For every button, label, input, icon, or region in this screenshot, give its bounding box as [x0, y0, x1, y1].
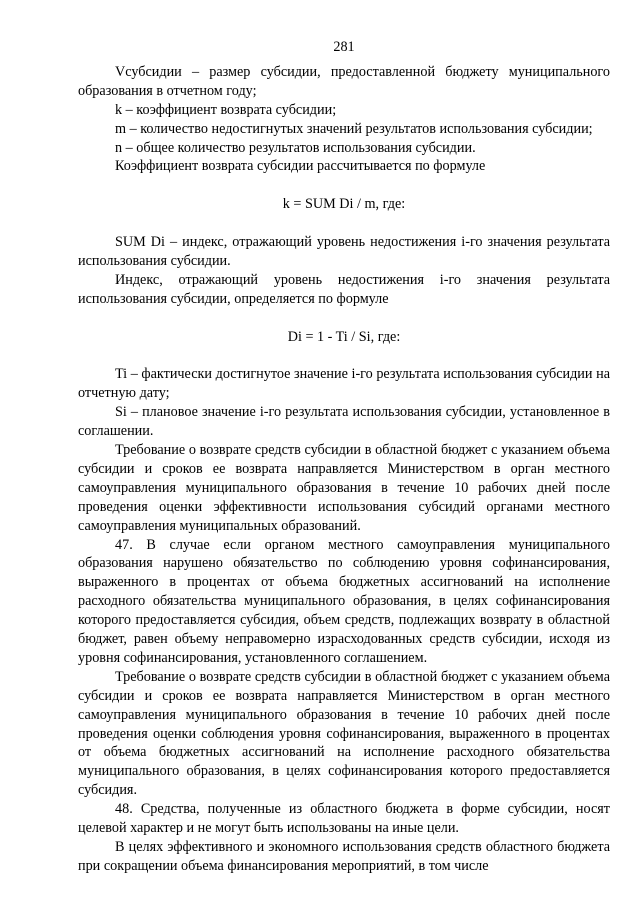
spacer [78, 176, 610, 195]
page-number: 281 [333, 39, 355, 55]
definition-n: n – общее количество результатов использования субсидии. [115, 139, 476, 156]
definition-ti: Ti – фактически достигнутое значение i-го результата использования субсидии на отчетную дату; [78, 366, 610, 402]
paragraph-47: 47. В случае если органом местного самоуправления муниципального образования нарушено обязательство по соблюдению уровня софинансирования, выраженного в процентах от объема бюджетных ассигнований на исполнение расходного обязательства муниципального образования, в целях софинансирования которого предоставляется субсидия, объем средств, подлежащих возврату в областной бюджет, равен объему неправомерно израсходованных средств субсидии, исходя из уровня софинансирования, установленного соглашением. [78, 536, 610, 666]
formula-di: Di = 1 - Ti / Si, где: [287, 328, 401, 345]
paragraph-efficiency: В целях эффективного и экономного использования средств областного бюджета при сокращении объема финансирования мероприятий, в том числе [78, 839, 610, 874]
spacer [78, 214, 610, 233]
spacer [78, 346, 610, 365]
paragraph-return-requirement-2: Требование о возврате средств субсидии в областной бюджет с указанием объема субсидии и сроков ее возврата направляется Министерством в орган местного самоуправления муниципального образования в течение 10 рабочих дней после проведения оценки соблюдения уровня софинансирования, выраженного в процентах от объема бюджетных ассигнований на исполнение расходного обязательства муниципального образования, в целях софинансирования которого предоставляется субсидия. [78, 668, 610, 799]
paragraph-48: 48. Средства, полученные из областного бюджета в форме субсидии, носят целевой характер и не могут быть использованы на иные цели. [78, 801, 610, 837]
document-page [78, 38, 610, 876]
definition-v-subsidy: Vсубсидии – размер субсидии, предоставленной бюджету муниципального образования в отчетном году; [78, 63, 610, 99]
paragraph-return-requirement-1: Требование о возврате средств субсидии в областной бюджет с указанием объема субсидии и сроков ее возврата направляется Министерством в орган местного самоуправления муниципального образования в течение 10 рабочих дней после проведения оценки эффективности использования субсидий органами местного самоуправления муниципальных образований. [78, 441, 610, 534]
spacer [78, 309, 610, 328]
definition-sum-di: SUM Di – индекс, отражающий уровень недостижения i-го значения результата использования субсидии. [78, 234, 610, 269]
formula-k: k = SUM Di / m, где: [282, 196, 406, 213]
formula-intro-k: Коэффициент возврата субсидии рассчитывается по формуле [115, 158, 486, 175]
definition-k: k – коэффициент возврата субсидии; [115, 101, 337, 118]
definition-m: m – количество недостигнутых значений результатов использования субсидии; [115, 120, 593, 137]
formula-intro-di: Индекс, отражающий уровень недостижения i-го значения результата использования субсидии, определяется по формуле [78, 271, 610, 307]
definition-si: Si – плановое значение i-го результата использования субсидии, установленное в соглашении. [78, 404, 610, 440]
